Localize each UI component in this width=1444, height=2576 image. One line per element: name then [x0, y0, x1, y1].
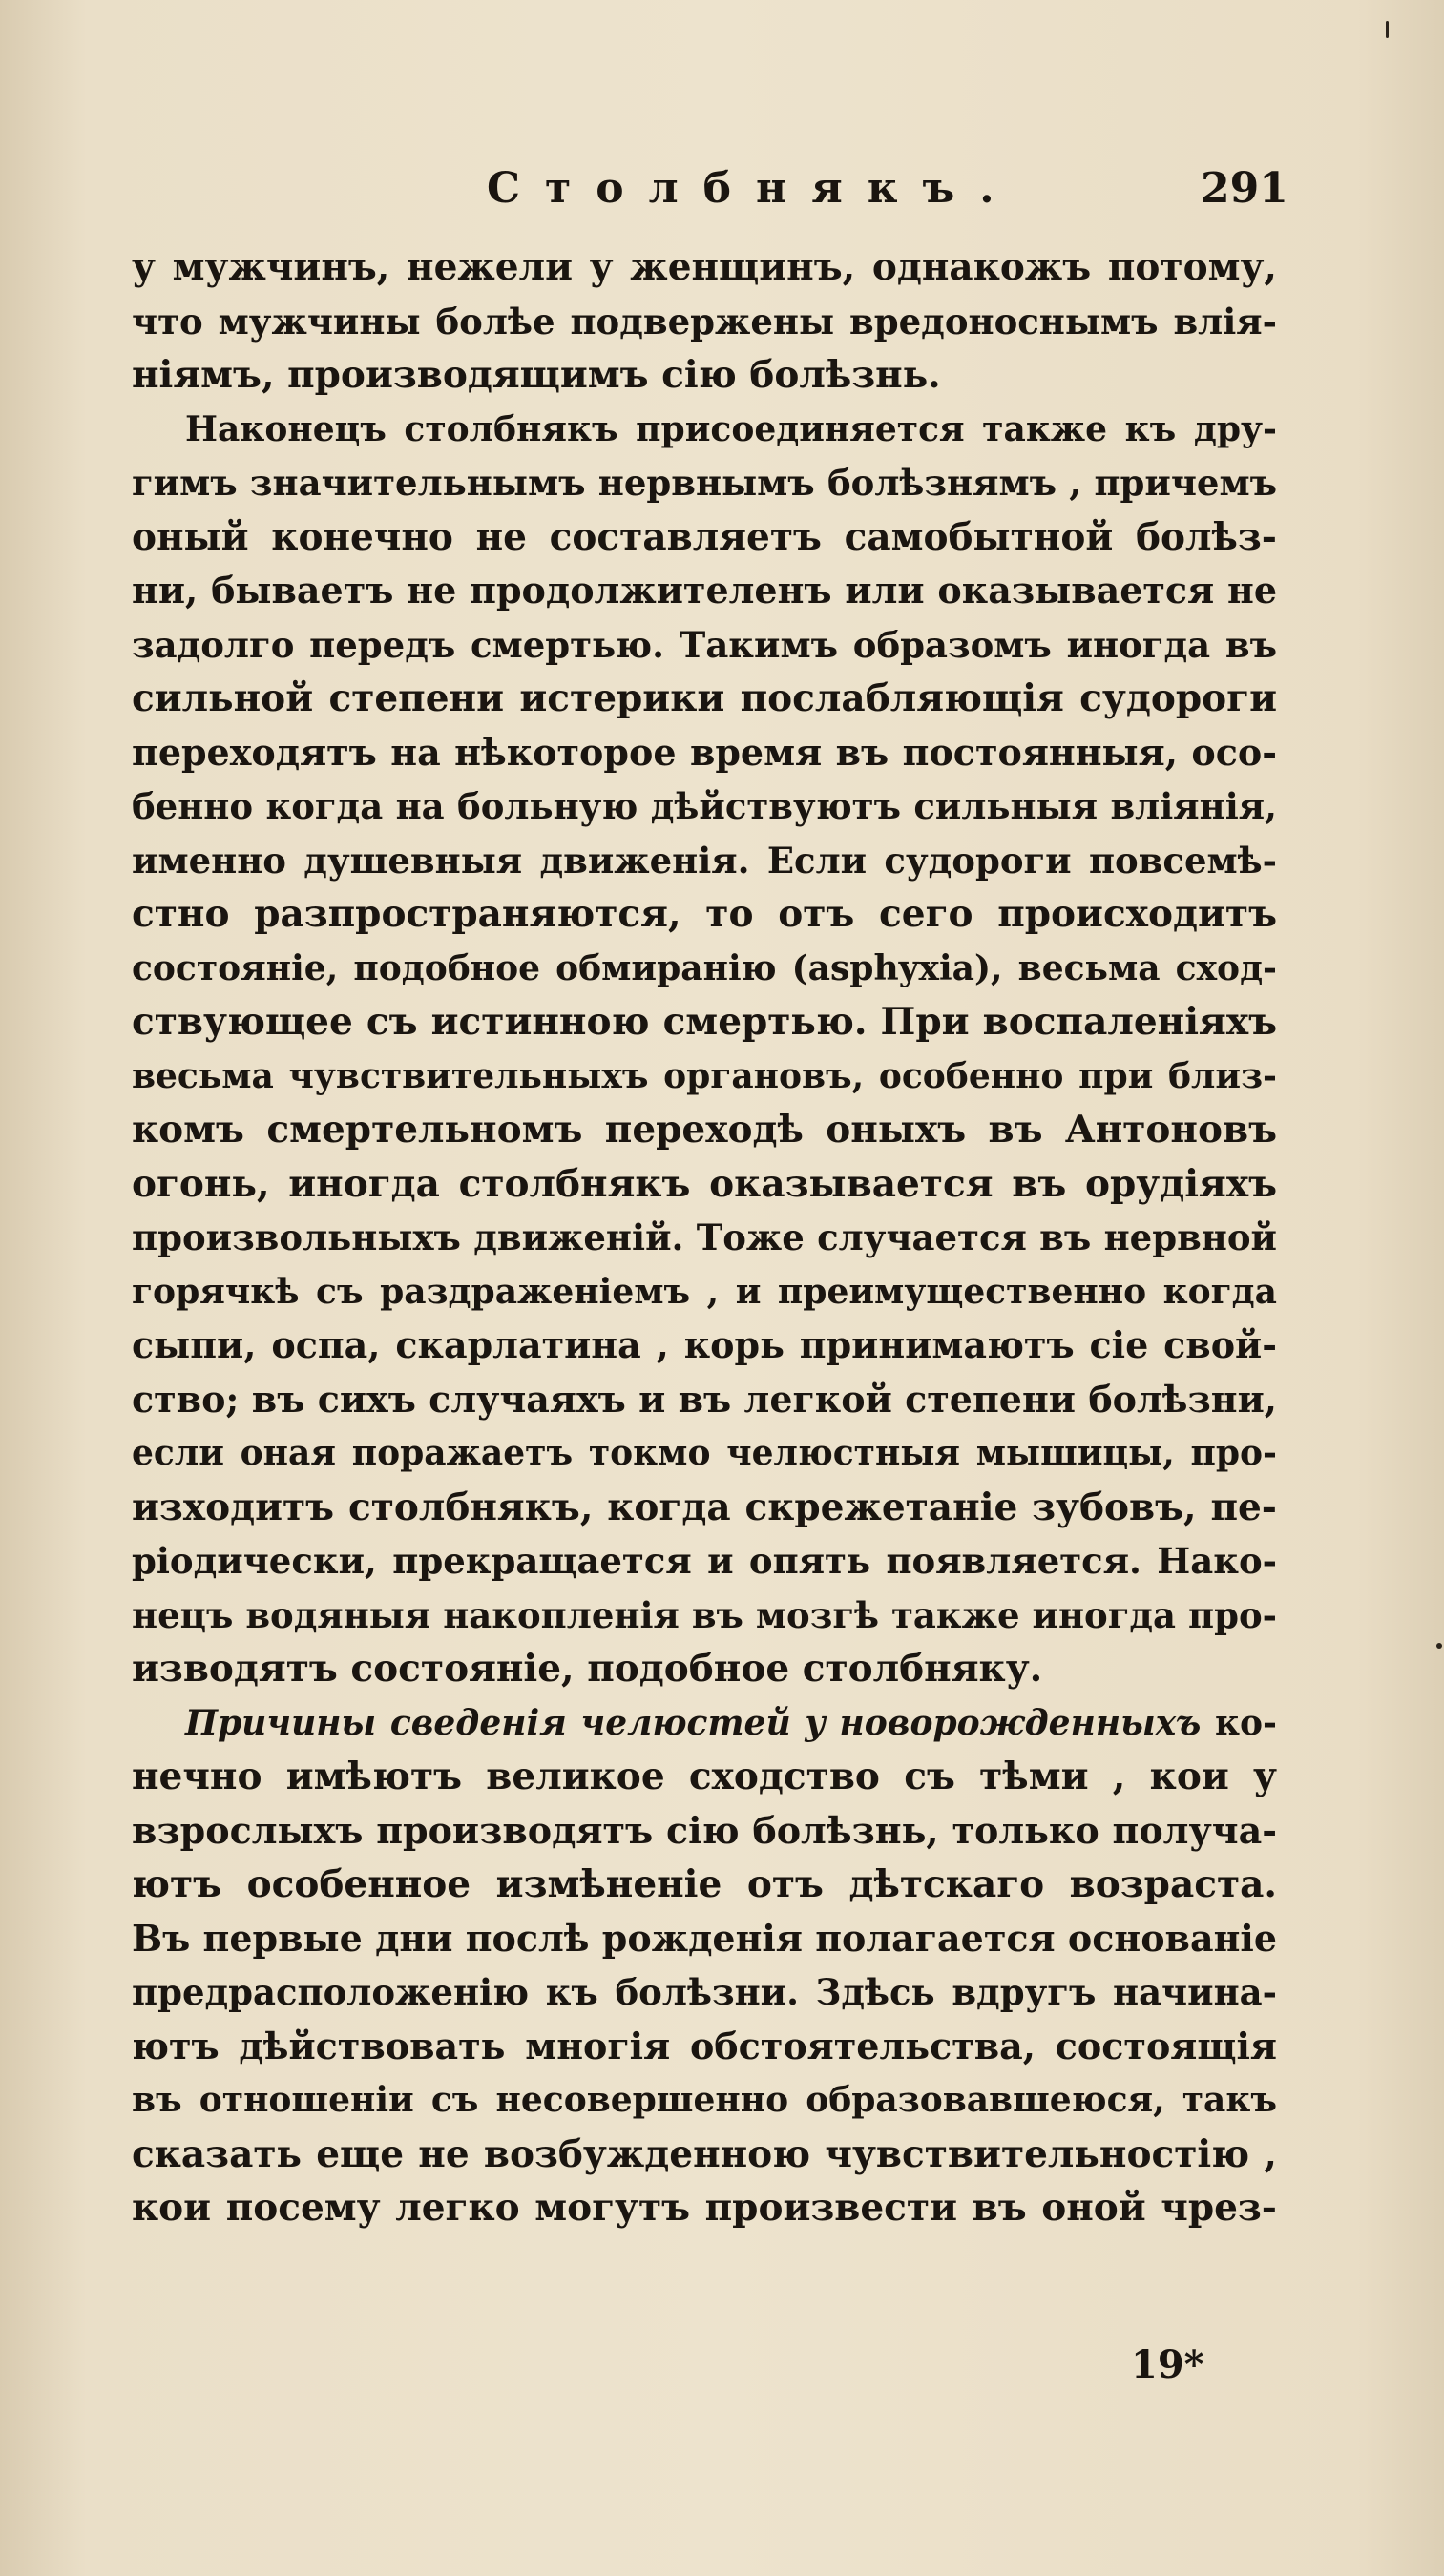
text-line: Наконецъ столбнякъ присоединяется также къ дру- — [185, 408, 1277, 449]
text-line: гимъ значительнымъ нервнымъ болѣзнямъ , причемъ — [132, 462, 1277, 504]
signature-mark: 19* — [1131, 2342, 1204, 2387]
text-line: бенно когда на больную дѣйствуютъ сильныя вліянія, — [132, 785, 1277, 827]
text-line: кои посему легко могутъ произвести въ оной чрез- — [132, 2186, 1277, 2230]
text-line: весьма чувствительныхъ органовъ, особенно при близ- — [132, 1055, 1277, 1096]
text-line: изходитъ столбнякъ, когда скрежетаніе зубовъ, пе- — [132, 1485, 1277, 1529]
page-number: 291 — [1201, 164, 1288, 213]
text-line: сказать еще не возбужденною чувствительностію , — [132, 2131, 1277, 2176]
text-line: Въ первые дни послѣ рожденія полагается основаніе — [132, 1916, 1277, 1960]
text-line: произвольныхъ движеній. Тоже случается въ нервной — [132, 1216, 1277, 1258]
text-line: сильной степени истерики послабляющія судороги — [132, 676, 1277, 720]
text-line: ютъ дѣйствовать многія обстоятельства, состоящія — [132, 2024, 1277, 2067]
text-line: предрасположенію къ болѣзни. Здѣсь вдругъ начина- — [132, 1971, 1277, 2013]
text-line: огонь, иногда столбнякъ оказывается въ орудіяхъ — [132, 1161, 1277, 1206]
running-title: Столбнякъ. — [487, 164, 1019, 213]
text-line: ріодически, прекращается и опять появляется. Нако- — [132, 1540, 1277, 1582]
text-line: ніямъ, производящимъ сію болѣзнь. — [132, 353, 941, 397]
text-line: оный конечно не составляетъ самобытной болѣз- — [132, 514, 1277, 559]
text-line: ство; въ сихъ случаяхъ и въ легкой степени болѣзни, — [132, 1377, 1277, 1421]
text-line: ютъ особенное измѣненіе отъ дѣтскаго возраста. — [132, 1862, 1277, 1906]
paper-speck — [1436, 1643, 1442, 1649]
text-line: горячкѣ съ раздраженіемъ , и преимущественно когда — [132, 1271, 1277, 1312]
running-head — [0, 164, 1444, 221]
text-line: сыпи, оспа, скарлатина , корь принимаютъ сіе свой- — [132, 1323, 1277, 1366]
text-line: нецъ водяныя накопленія въ мозгѣ также иногда про- — [132, 1593, 1277, 1636]
paper-speck — [1386, 21, 1389, 38]
text-line: у мужчинъ, нежели у женщинъ, однакожъ потому, — [132, 245, 1277, 289]
text-line: ни, бываетъ не продолжителенъ или оказывается не — [132, 569, 1277, 612]
text-line: изводятъ состояніе, подобное столбняку. — [132, 1647, 1043, 1691]
text-line — [132, 1696, 1277, 1751]
text-line: взрослыхъ производятъ сію болѣзнь, только получа- — [132, 1808, 1277, 1852]
text-line: именно душевныя движенія. Если судороги повсемѣ- — [132, 839, 1277, 882]
text-line: стно разпространяются, то отъ сего происходитъ — [132, 892, 1277, 936]
line-continuation: ко- — [1201, 1702, 1278, 1743]
text-line: задолго передъ смертью. Такимъ образомъ иногда въ — [132, 623, 1277, 666]
body-text — [132, 240, 1277, 2235]
text-line: переходятъ на нѣкоторое время въ постоянныя, осо- — [132, 730, 1277, 774]
text-line: что мужчины болѣе подвержены вредоноснымъ влія- — [132, 300, 1277, 343]
text-line: состояніе, подобное обмиранію (asphyxia), весьма сход- — [132, 947, 1277, 988]
text-line: комъ смертельномъ переходѣ оныхъ въ Антоновъ — [132, 1108, 1277, 1152]
text-line: ствующее съ истинною смертью. При воспаленіяхъ — [132, 1000, 1277, 1044]
text-line: нечно имѣютъ великое сходство съ тѣми , кои у — [132, 1755, 1277, 1798]
italic-phrase: Причины сведенія челюстей у новорожденныхъ — [185, 1702, 1202, 1743]
text-line: если оная поражаетъ токмо челюстныя мышицы, про- — [132, 1433, 1277, 1473]
text-line: въ отношеніи съ несовершенно образовавшеюся, такъ — [132, 2080, 1277, 2120]
